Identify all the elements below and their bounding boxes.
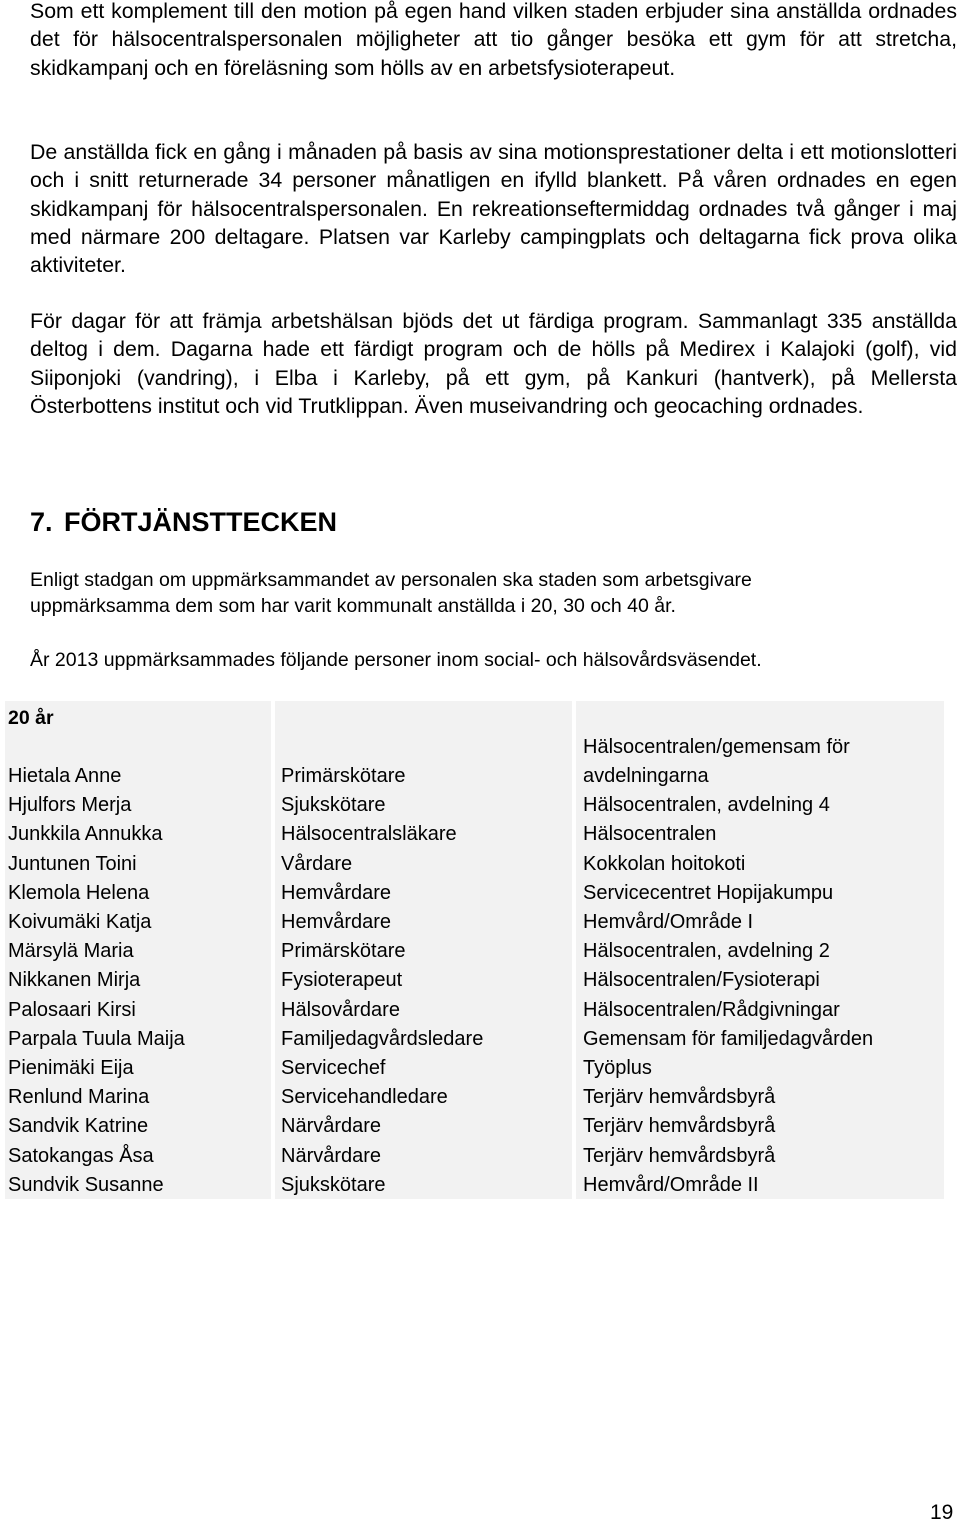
cell-workplace: Hälsocentralen/Rådgivningar	[583, 998, 840, 1021]
cell-workplace: Hemvård/Område II	[583, 1173, 759, 1196]
paragraph-statute	[30, 567, 930, 619]
section-title: FÖRTJÄNSTTECKEN	[64, 507, 338, 537]
cell-workplace: Servicecentret Hopijakumpu	[583, 881, 834, 904]
section-number: 7.	[30, 507, 53, 537]
cell-workplace: Gemensam för familjedagvården	[583, 1027, 874, 1050]
cell-workplace: Hälsocentralen, avdelning 4	[583, 794, 830, 817]
column-divider	[271, 701, 275, 1199]
cell-workplace: Hälsocentralen	[583, 823, 717, 846]
cell-name: Juntunen Toini	[8, 852, 137, 875]
cell-name: Hietala Anne	[8, 765, 122, 787]
cell-workplace: Kokkolan hoitokoti	[583, 852, 746, 875]
paragraph-statute-line-2: uppmärksamma dem som har varit kommunalt anställda i 20, 30 och 40 år.	[30, 595, 676, 617]
cell-name: Klemola Helena	[8, 881, 150, 904]
paragraph-motion-program: Som ett komplement till den motion på egen hand vilken staden erbjuder sina anställda ordnades det för hälsocentralspersonalen möjligheter att tio gånger besöka ett gym för att stretcha, skidkampanj och en föreläsning som hölls av en arbetsfysioterapeut.	[30, 0, 957, 80]
cell-name: Sandvik Katrine	[8, 1115, 149, 1138]
page-number: 19	[930, 1501, 954, 1524]
cell-name: Koivumäki Katja	[8, 911, 152, 933]
paragraph-work-health-days: För dagar för att främja arbetshälsan bjöds det ut färdiga program. Sammanlagt 335 anställda deltog i dem. Dagarna hade ett färdigt program och de hölls på Medirex i Kalajoki (golf), vid Siiponjoki (vandring), i Elba i Karleby, på ett gym, på Kankuri (hantverk), på Mellersta Österbottens institut och vid Trutklippan. Även museivandring och geocaching ordnades.	[30, 309, 957, 418]
cell-name: Palosaari Kirsi	[8, 998, 136, 1021]
cell-workplace: Hälsocentralen/Fysioterapi	[583, 969, 820, 992]
cell-name: Pienimäki Eija	[8, 1057, 134, 1079]
cell-title: Servicechef	[281, 1057, 386, 1079]
section-heading	[30, 506, 337, 538]
cell-title: Hemvårdare	[281, 881, 392, 904]
honored-staff-table	[5, 701, 944, 1199]
cell-name: Junkkila Annukka	[8, 823, 163, 846]
cell-title: Hemvårdare	[281, 911, 392, 933]
cell-title: Primärskötare	[281, 765, 406, 787]
cell-title: Vårdare	[281, 852, 353, 875]
cell-workplace: Hälsocentralen, avdelning 2	[583, 940, 830, 963]
cell-workplace: Hemvård/Område I	[583, 911, 754, 933]
cell-title: Hälsovårdare	[281, 998, 400, 1021]
cell-workplace: Terjärv hemvårdsbyrå	[583, 1144, 776, 1167]
paragraph-honored-intro: År 2013 uppmärksammades följande personer inom social- och hälsovårdsväsendet.	[30, 649, 762, 671]
cell-workplace: Terjärv hemvårdsbyrå	[583, 1086, 776, 1109]
cell-title: Närvårdare	[281, 1144, 382, 1167]
cell-workplace: Terjärv hemvårdsbyrå	[583, 1115, 776, 1138]
column-divider	[572, 701, 576, 1199]
cell-workplace: Työplus	[583, 1057, 652, 1079]
cell-title: Sjukskötare	[281, 1173, 386, 1196]
cell-name: Hjulfors Merja	[8, 794, 132, 817]
table-heading: 20 år	[8, 707, 54, 729]
cell-name: Märsylä Maria	[8, 940, 134, 963]
paragraph-motion-lottery: De anställda fick en gång i månaden på basis av sina motionsprestationer delta i ett motionslotteri och i snitt returnerade 34 personer månatligen en ifylld blankett. På våren ordnades en egen skidkampanj för hälsocentralspersonalen. En rekreationseftermiddag ordnades två gånger i maj med närmare 200 deltagare. Platsen var Karleby campingplats och deltagarna fick prova olika aktiviteter.	[30, 140, 957, 278]
paragraph-statute-line-1: Enligt stadgan om uppmärksammandet av personalen ska staden som arbetsgivare	[30, 569, 752, 591]
cell-title: Fysioterapeut	[281, 969, 403, 992]
cell-name: Renlund Marina	[8, 1086, 150, 1109]
cell-title: Närvårdare	[281, 1115, 382, 1138]
cell-title: Sjukskötare	[281, 794, 386, 817]
cell-name: Parpala Tuula Maija	[8, 1027, 185, 1050]
cell-title: Primärskötare	[281, 940, 406, 963]
cell-name: Satokangas Åsa	[8, 1144, 154, 1167]
cell-workplace: Hälsocentralen/gemensam för avdelningarna	[583, 735, 850, 787]
cell-title: Servicehandledare	[281, 1086, 448, 1109]
cell-title: Familjedagvårdsledare	[281, 1027, 484, 1050]
cell-name: Sundvik Susanne	[8, 1173, 164, 1196]
cell-name: Nikkanen Mirja	[8, 969, 141, 992]
cell-title: Hälsocentralsläkare	[281, 823, 457, 846]
